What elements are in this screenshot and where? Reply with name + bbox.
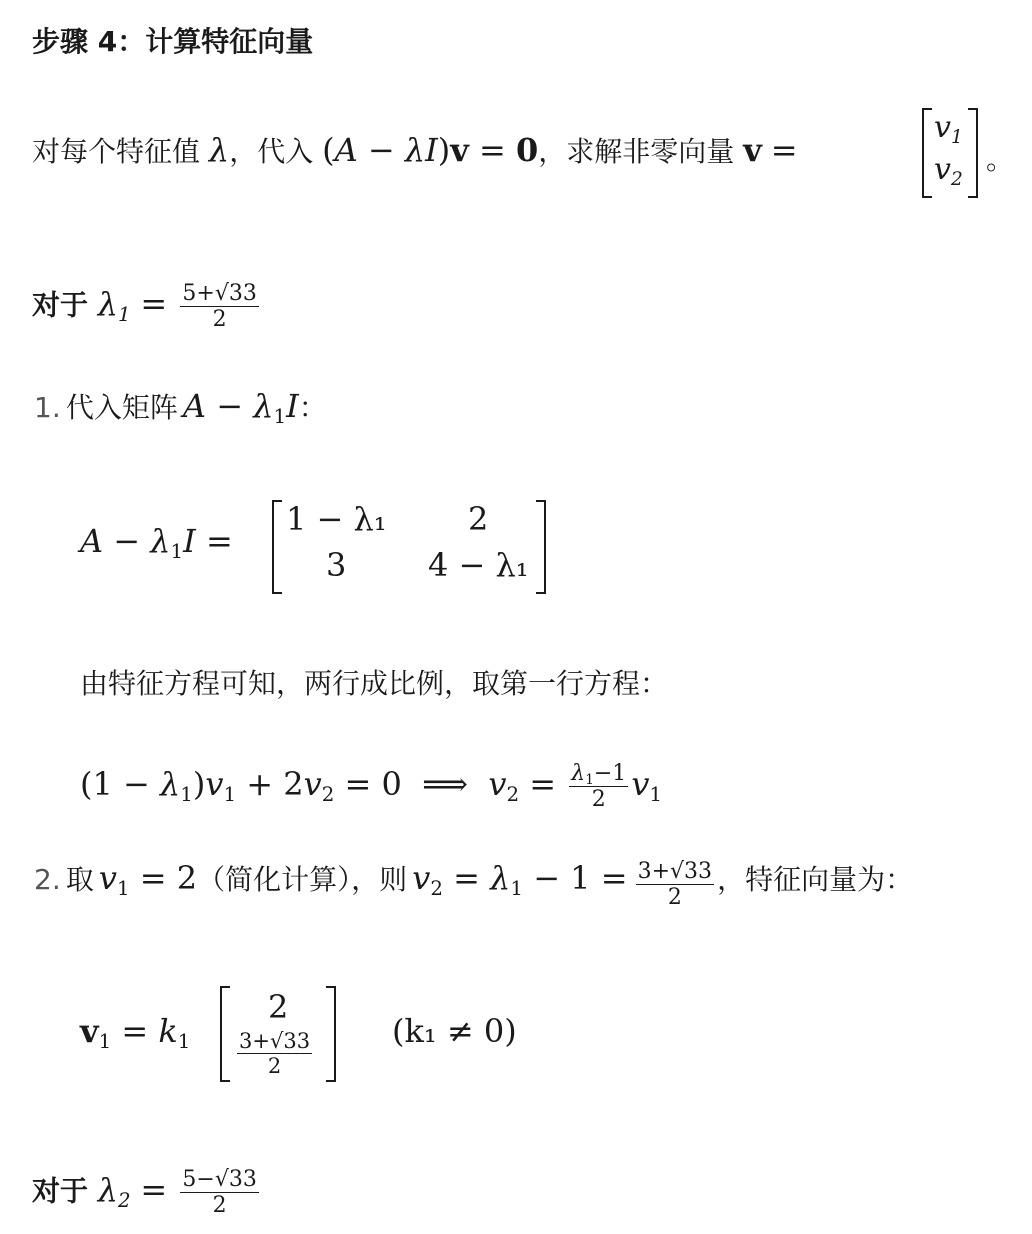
intro-line: 对每个特征值 λ，代入 (A − λI)v = 0，求解非零向量 v = [32, 131, 798, 169]
intro-text-b: ，代入 [229, 135, 314, 168]
eigvec-column: 2 $\frac{3+√33}{2}$ [220, 986, 336, 1082]
step2-number: 2. [34, 863, 61, 896]
lambda1-fraction: $\frac{5+√33}{2}$ [182, 281, 257, 333]
step1-explain: 由特征方程可知，两行成比例，取第一行方程： [80, 667, 669, 700]
row-equation: (1 − λ1)v1 + 2v2 = 0 ⟹ v2 = $\frac{\lambda 1-1}{2}$ v1 [80, 761, 663, 813]
v-column-vector: v1 v2 [922, 108, 978, 198]
lambda2-heading: 对于 λ2 = $\frac{5-√33}{2}$ [32, 1167, 257, 1219]
step2-text-c: ，特征向量为： [717, 863, 914, 896]
intro-text-a: 对每个特征值 [32, 135, 201, 168]
lambda1-heading: 对于 λ1 = $\frac{5+√33}{2}$ [32, 281, 257, 333]
matrix-cell: 1 − λ₁ [286, 500, 387, 538]
eigvec-lhs: v1 = k1 [80, 1012, 191, 1054]
matrix [272, 500, 546, 594]
matrix-cell: 3 [326, 546, 347, 584]
step2-line: 2. 取 v1 = 2（简化计算），则 v2 = λ1 − 1 = $\frac{3+√33}{2}$ ，特征向量为： [34, 858, 914, 910]
step1-number: 1. [34, 391, 61, 424]
step-heading: 步骤 4：计算特征向量 [32, 25, 314, 58]
matrix-eq-left: A − λ1I = [80, 522, 233, 564]
eq-substitute: (A − λI)v = 0 [322, 131, 539, 169]
lambda-symbol: λ [208, 131, 230, 169]
step2-text-b: （简化计算），则 [197, 863, 408, 896]
matrix-cell: 2 [468, 500, 489, 538]
eigvec-condition: (k₁ ≠ 0) [392, 1012, 517, 1050]
intro-text-c: ，求解非零向量 [538, 135, 735, 168]
intro-end: 。 [986, 143, 1015, 176]
step1-line: 1. 代入矩阵 A − λ1I： [34, 387, 327, 429]
step1-text: 代入矩阵 [65, 391, 178, 424]
vector-v: v [743, 131, 762, 169]
matrix-cell: 4 − λ₁ [428, 546, 529, 584]
step2-text-a: 取 [65, 863, 94, 896]
lambda2-fraction: $\frac{5-√33}{2}$ [182, 1167, 257, 1219]
step2-fraction: $\frac{3+√33}{2}$ [637, 858, 713, 910]
